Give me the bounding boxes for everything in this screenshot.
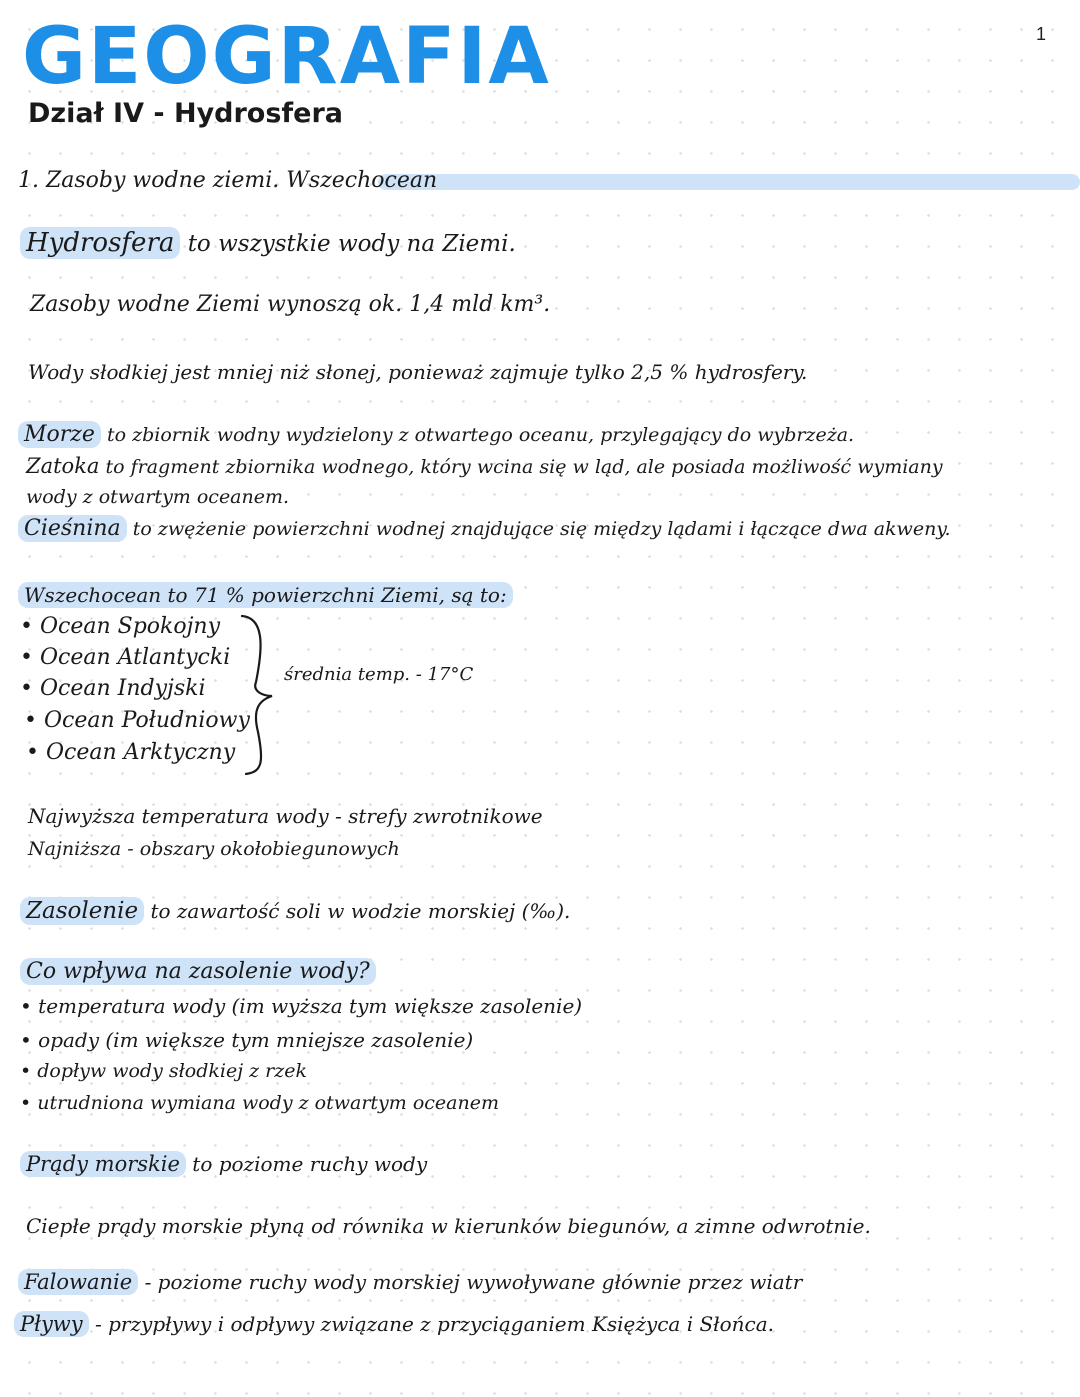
currents-def: to poziome ruchy wody: [192, 1152, 428, 1176]
currents-line: [20, 1152, 427, 1176]
ocean-item: • Ocean Indyjski: [20, 676, 206, 701]
salinity-factor: • dopływ wody słodkiej z rzek: [20, 1060, 308, 1082]
plywy-line: [14, 1312, 774, 1336]
slodka-line: Wody słodkiej jest mniej niż słonej, ponieważ zajmuje tylko 2,5 % hydrosfery.: [28, 360, 808, 384]
ocean-item: • Ocean Południowy: [24, 708, 250, 733]
salinity-question: Co wpływa na zasolenie wody?: [20, 958, 376, 985]
page-number: 1: [1035, 24, 1046, 44]
zatoka-line: [26, 454, 943, 478]
ocean-item: • Ocean Spokojny: [20, 614, 221, 639]
hydrosfera-term: Hydrosfera: [20, 227, 180, 259]
avg-temp: średnia temp. - 17°C: [284, 664, 474, 685]
zatoka-def-1: to fragment zbiornika wodnego, który wcina się w ląd, ale posiada możliwość wymiany: [105, 456, 943, 478]
plywy-term: Pływy: [14, 1311, 89, 1337]
page-title: GEOGRAFIA: [22, 12, 551, 102]
currents-term: Prądy morskie: [20, 1151, 186, 1177]
morze-line: [18, 422, 854, 447]
zasolenie-term: Zasolenie: [20, 897, 144, 925]
temp-lowest: Najniższa - obszary okołobiegunowych: [28, 838, 400, 860]
ciesnina-def: to zwężenie powierzchni wodnej znajdujące się między lądami i łączące dwa akweny.: [132, 518, 951, 540]
ciesnina-line: [18, 516, 951, 541]
ocean-item: • Ocean Arktyczny: [26, 740, 236, 765]
falowanie-term: Falowanie: [18, 1269, 138, 1295]
salinity-factor: • utrudniona wymiana wody z otwartym oceanem: [20, 1092, 499, 1114]
salinity-factor: • temperatura wody (im wyższa tym większe zasolenie): [20, 994, 583, 1018]
heading-highlight-bar: [378, 174, 1080, 190]
zatoka-line-2: wody z otwartym oceanem.: [26, 486, 290, 508]
warm-cold-currents: Ciepłe prądy morskie płyną od równika w kierunków biegunów, a zimne odwrotnie.: [26, 1214, 871, 1238]
page-subtitle: Dział IV - Hydrosfera: [28, 98, 344, 129]
curly-brace-icon: [238, 612, 278, 777]
plywy-def: - przypływy i odpływy związane z przyciąganiem Księżyca i Słońca.: [95, 1312, 775, 1336]
ocean-item: • Ocean Atlantycki: [20, 645, 231, 670]
zatoka-term: Zatoka: [26, 454, 100, 478]
section-heading: 1. Zasoby wodne ziemi. Wszechocean: [18, 168, 438, 193]
ciesnina-term: Cieśnina: [18, 515, 127, 542]
zasolenie-line: [20, 898, 570, 924]
salinity-factor: • opady (im większe tym mniejsze zasolenie): [20, 1028, 474, 1052]
falowanie-def: - poziome ruchy wody morskiej wywoływane głównie przez wiatr: [144, 1270, 803, 1294]
temp-highest: Najwyższa temperatura wody - strefy zwrotnikowe: [28, 804, 543, 828]
zasolenie-def: to zawartość soli w wodzie morskiej (‰).: [150, 899, 571, 923]
hydrosfera-def: to wszystkie wody na Ziemi.: [187, 231, 516, 257]
oceans-intro: Wszechocean to 71 % powierzchni Ziemi, są to:: [18, 582, 513, 608]
falowanie-line: [18, 1270, 802, 1294]
morze-term: Morze: [18, 421, 101, 448]
morze-def: to zbiornik wodny wydzielony z otwartego oceanu, przylegający do wybrzeża.: [106, 424, 855, 446]
hydrosfera-line: [20, 228, 516, 258]
zasoby-line: Zasoby wodne Ziemi wynoszą ok. 1,4 mld km³.: [30, 292, 551, 317]
